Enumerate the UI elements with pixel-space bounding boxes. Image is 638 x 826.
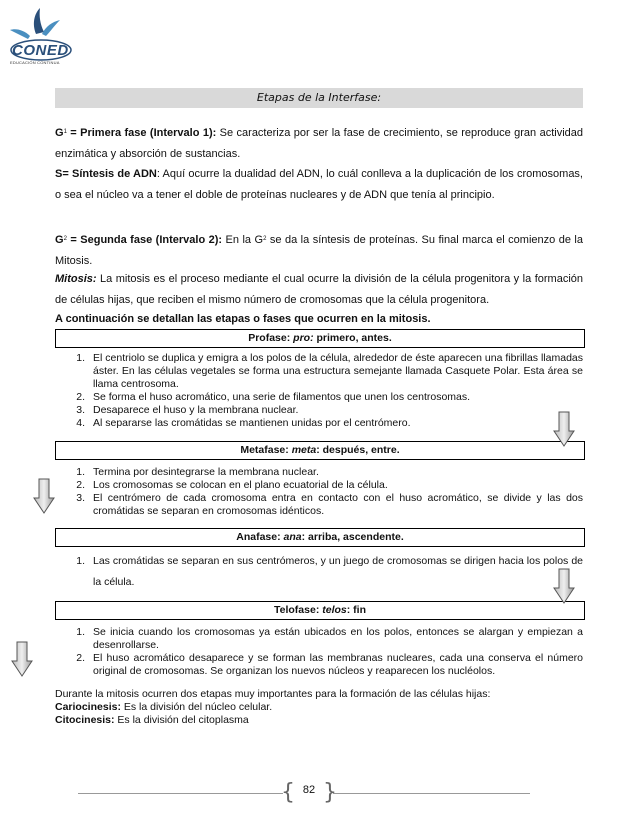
list-item: 2. Los cromosomas se colocan en el plano ecuatorial de la célula. [55,479,583,492]
closing-block [55,688,583,727]
s-heading: S= Síntesis de ADN [55,168,157,180]
list-item: 2. Se forma el huso acromático, una serie de filamentos que unen los centrosomas. [55,391,583,404]
footer-brace-right: } [323,780,337,805]
footer-line-left [78,793,283,794]
list-item-text: Termina por desintegrarse la membrana nuclear. [93,466,319,478]
g2-label: G [55,234,64,246]
down-arrow-icon [553,411,575,447]
list-item-text: El huso acromático desaparece y se forman las membranas nucleares, cada una conserva el número original de cromosomas. Se organizan los nuevos núcleos y reaparecen los nucléolos. [93,652,583,677]
metafase-title-b: meta [291,444,317,456]
cariocinesis-label: Cariocinesis: [55,701,121,713]
list-item: 1. El centriolo se duplica y emigra a los polos de la célula, alrededor de éste aparecen una fibrillas llamadas áster. En las células vegetales se forma una estructura semejante llamada Casquete Polar. Esta área se llama centrosoma. [76,352,583,390]
metafase-header [55,441,585,460]
mitosis-heading: Mitosis: [55,273,97,285]
footer-line-right [333,793,530,794]
phases-intro: A continuación se detallan las etapas o fases que ocurren en la mitosis. [55,313,431,325]
down-arrow-icon [33,478,55,514]
g2-text-a: En la G [222,234,264,246]
page-number: 82 [302,784,316,796]
metafase-title-a: Metafase: [240,444,292,456]
list-item-text: Al separarse las cromátidas se mantienen unidas por el centrómero. [93,417,411,429]
logo-subtitle: EDUCACIÓN CONTINUA [10,60,60,65]
telofase-header [55,601,585,620]
g1-paragraph [55,122,583,165]
list-item: 1. Las cromátidas se separan en sus centrómeros, y un juego de cromosomas se dirigen hacia los polos de la célula. [55,551,583,593]
anafase-title-a: Anafase: [236,531,284,543]
cariocinesis-text: Es la división del núcleo celular. [120,701,273,713]
anafase-list [55,551,583,593]
s-paragraph [55,164,583,206]
list-item-text: El centrómero de cada cromosoma entra en contacto con el huso acromático, se divide y las dos cromátidas se separan en cromosomas idénticos. [93,492,583,517]
metafase-title-c: : después, entre. [316,444,400,456]
telofase-title-a: Telofase: [274,604,323,616]
mitosis-paragraph [55,269,583,311]
closing-text: Durante la mitosis ocurren dos etapas muy importantes para la formación de las células hijas: [55,688,491,700]
list-item: 3. El centrómero de cada cromosoma entra en contacto con el huso acromático, se divide y las dos cromátidas se separan en cromosomas idénticos. [76,492,583,517]
list-item: 2. El huso acromático desaparece y se forman las membranas nucleares, cada una conserva el número original de cromosomas. Se organizan los nuevos núcleos y reaparecen los nucléolos. [76,652,583,677]
anafase-title-c: : arriba, ascendente. [301,531,404,543]
down-arrow-icon [11,641,33,677]
g1-text: Se caracteriza por ser la fase de crecimiento, se reproduce gran actividad enzimática y absorción de sustancias. [55,127,583,160]
g1-heading: = Primera fase (Intervalo 1): [66,127,217,139]
profase-header [55,329,585,348]
g2-sub: 2 [63,236,67,242]
list-item-text: Se inicia cuando los cromosomas ya están ubicados en los polos, entonces se alargan y empiezan a desenrollarse. [93,626,583,651]
g2-heading: = Segunda fase (Intervalo 2): [66,234,223,246]
list-item-text: El centriolo se duplica y emigra a los polos de la célula, alrededor de éste aparecen una fibrillas llamadas áster. En las células vegetales se forma una estructura semejante llamada Casquete Polar. Esta área se llama centrosoma. [93,352,583,390]
telofase-title-b: telos [322,604,347,616]
list-item: 4. Al separarse las cromátidas se mantienen unidas por el centrómero. [55,417,583,430]
metafase-list [55,466,583,518]
list-item: 3. Desaparece el huso y la membrana nuclear. [55,404,583,417]
citocinesis-label: Citocinesis: [55,714,115,726]
down-arrow-icon [553,568,575,604]
g2-text-b: se da la síntesis de proteínas. Su final marca el comienzo de la Mitosis. [55,234,583,267]
footer-brace-left: { [281,780,295,805]
citocinesis-line [55,714,583,727]
list-item-text: Las cromátidas se separan en sus centrómeros, y un juego de cromosomas se dirigen hacia los polos de la célula. [93,555,583,588]
telofase-title-c: : fin [346,604,366,616]
s-text: : Aquí ocurre la dualidad del ADN, lo cuál conlleva a la duplicación de los cromosomas, o sea el núcleo va a tener el doble de proteínas nucleares y de ADN que tenía al principio. [55,168,583,201]
anafase-title-b: ana [283,531,302,543]
list-item: 1. Termina por desintegrarse la membrana nuclear. [55,466,583,479]
anafase-header [55,528,585,547]
list-item-text: Desaparece el huso y la membrana nuclear. [93,404,299,416]
mitosis-text: La mitosis es el proceso mediante el cual ocurre la división de la célula progenitora y la formación de células hijas, que reciben el mismo número de cromosomas que la célula progenitora. [55,273,583,306]
logo-wordmark: CONED [12,42,69,59]
g2-text-sub: 2 [263,236,267,242]
profase-title-c: primero, antes. [313,332,392,344]
section-title: Etapas de la Interfase: [55,88,583,108]
profase-title-b: pro: [293,332,314,344]
list-item: 1. Se inicia cuando los cromosomas ya están ubicados en los polos, entonces se alargan y empiezan a desenrollarse. [76,626,583,651]
list-item-text: Los cromosomas se colocan en el plano ecuatorial de la célula. [93,479,388,491]
cariocinesis-line [55,701,583,714]
telofase-list [55,626,583,678]
list-item-text: Se forma el huso acromático, una serie de filamentos que unen los centrosomas. [93,391,471,403]
citocinesis-text: Es la división del citoplasma [114,714,249,726]
g2-paragraph [55,229,583,272]
profase-list [55,352,583,430]
g1-label: G [55,127,64,139]
profase-title-a: Profase: [248,332,294,344]
g1-sub: 1 [63,129,67,135]
